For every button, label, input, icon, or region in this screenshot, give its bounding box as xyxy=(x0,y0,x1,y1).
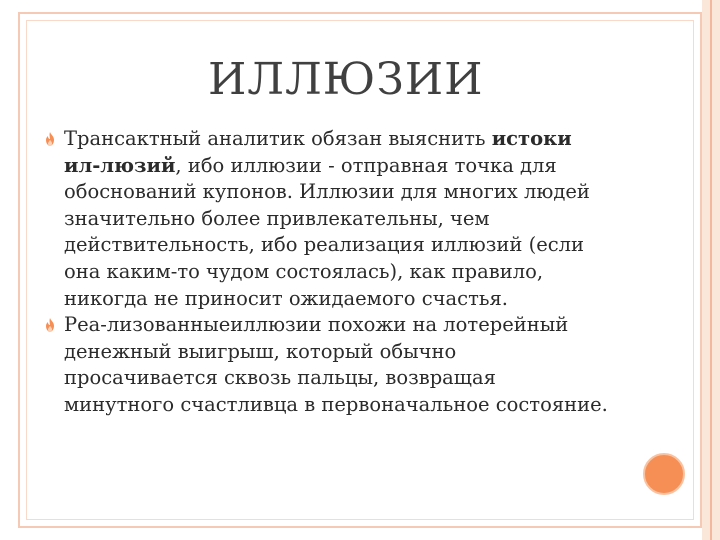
side-decoration-line xyxy=(710,0,712,540)
bullet-1-bold-phrase: истоки ил-люзий xyxy=(64,127,572,177)
bullet-item-1 xyxy=(42,126,612,312)
bullet-1-text-2: , ибо иллюзии - отправная точка для обоснований купонов. Иллюзии для многих людей значительно более привлекательны, чем действительность, ибо реализация иллюзий (если она каким-то чудом состоялась), как правило, никогда не приносит ожидаемого счастья. xyxy=(64,153,590,310)
decorative-circle xyxy=(643,453,685,495)
flame-icon xyxy=(42,317,58,333)
slide-title: ИЛЛЮЗИИ xyxy=(208,54,484,105)
flame-icon xyxy=(42,131,58,147)
slide-body xyxy=(42,126,612,419)
bullet-1-text-1: Трансактный аналитик обязан выяснить xyxy=(64,127,492,150)
bullet-item-2 xyxy=(42,312,612,418)
bullet-2-text: Реа-лизованныеиллюзии похожи на лотерейный денежный выигрыш, который обычно просачивается сквозь пальцы, возвращая минутного счастливца в первоначальное состояние. xyxy=(64,313,608,416)
